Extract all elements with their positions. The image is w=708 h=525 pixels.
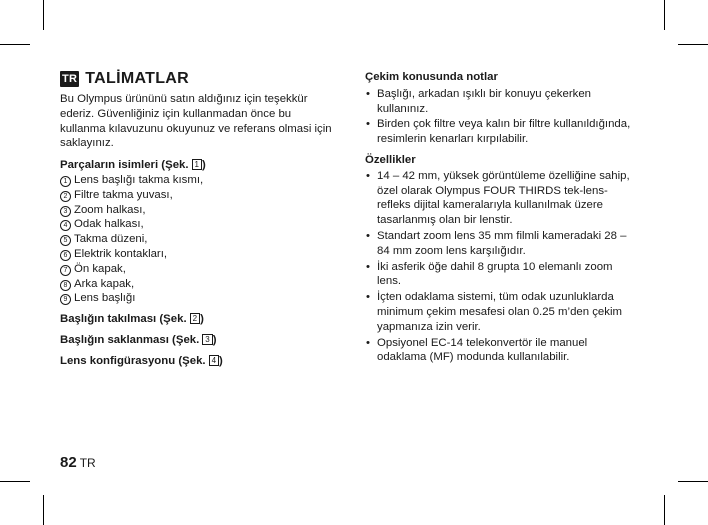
crop-mark-bottom-right-v <box>664 495 665 525</box>
parts-heading: Parçaların isimleri (Şek. 1 ) <box>60 159 206 172</box>
figure-ref-1: 1 <box>192 159 202 170</box>
list-item: 6 Elektrik kontakları, <box>60 247 332 262</box>
page-footer <box>60 454 96 471</box>
list-item: 3 Zoom halkası, <box>60 203 332 218</box>
page-number: 82 <box>60 454 77 471</box>
parts-list <box>60 173 332 306</box>
list-item: • İçten odaklama sistemi, tüm odak uzunluklarda minimum çekim mesafesi olan 0.25 m’den çekim yapmanıza izin verir. <box>365 290 637 334</box>
crop-mark-top-left-v <box>43 0 44 30</box>
crop-mark-bottom-left-h <box>0 481 30 482</box>
crop-mark-bottom-right-h <box>678 481 708 482</box>
page-title <box>60 70 332 88</box>
language-badge: TR <box>62 73 78 85</box>
list-item: • Opsiyonel EC-14 telekonvertör ile manuel odaklama (MF) modunda kullanılabilir. <box>365 336 637 366</box>
list-item: 4 Odak halkası, <box>60 217 332 232</box>
features-heading: Özellikler <box>365 153 416 166</box>
list-item: 2 Filtre takma yuvası, <box>60 188 332 203</box>
left-column <box>60 70 332 369</box>
list-item: 5 Takma düzeni, <box>60 232 332 247</box>
list-item: 9 Lens başlığı <box>60 291 332 306</box>
figure-ref-4: 4 <box>209 355 219 366</box>
shooting-notes-list <box>365 87 637 147</box>
list-item: • İki asferik öğe dahil 8 grupta 10 elemanlı zoom lens. <box>365 260 637 290</box>
intro-paragraph: Bu Olympus ürününü satın aldığınız için teşekkür ederiz. Güvenliğiniz için kullanmadan önce bu kullanma kılavuzunu okuyunuz ve referans olmasi için saklayınız. <box>60 93 332 150</box>
crop-mark-top-left-h <box>0 44 30 45</box>
list-item: • Başlığı, arkadan ışıklı bir konuyu çekerken kullanınız. <box>365 87 637 117</box>
shooting-notes-heading: Çekim konusunda notlar <box>365 71 498 83</box>
features-list <box>365 169 637 365</box>
list-item: 8 Arka kapak, <box>60 277 332 292</box>
list-item: • 14 – 42 mm, yüksek görüntüleme özelliğine sahip, özel olarak Olympus FOUR THIRDS tek-lens-refleks dijital kameralarıyla kullanılmak üzere tasarlanmış olan bir lenstir. <box>365 169 637 228</box>
hood-attach-heading: Başlığın takılması (Şek. 2 ) <box>60 313 204 326</box>
right-column <box>365 70 637 370</box>
list-item: • Standart zoom lens 35 mm filmli kameradaki 28 – 84 mm zoom lens karşılığıdır. <box>365 229 637 259</box>
footer-lang: TR <box>79 456 96 470</box>
crop-mark-top-right-v <box>664 0 665 30</box>
crop-mark-bottom-left-v <box>43 495 44 525</box>
hood-store-heading: Başlığın saklanması (Şek. 3 ) <box>60 333 217 346</box>
list-item: 1 Lens başlığı takma kısmı, <box>60 173 332 188</box>
crop-mark-top-right-h <box>678 44 708 45</box>
lens-config-heading: Lens konfigürasyonu (Şek. 4 ) <box>60 354 223 367</box>
figure-ref-3: 3 <box>202 334 212 345</box>
title-text: TALİMATLAR <box>85 70 189 87</box>
list-item: 7 Ön kapak, <box>60 262 332 277</box>
figure-ref-2: 2 <box>190 313 200 324</box>
list-item: • Birden çok filtre veya kalın bir filtre kullanıldığında, resimlerin kenarları kırpılabilir. <box>365 117 637 147</box>
